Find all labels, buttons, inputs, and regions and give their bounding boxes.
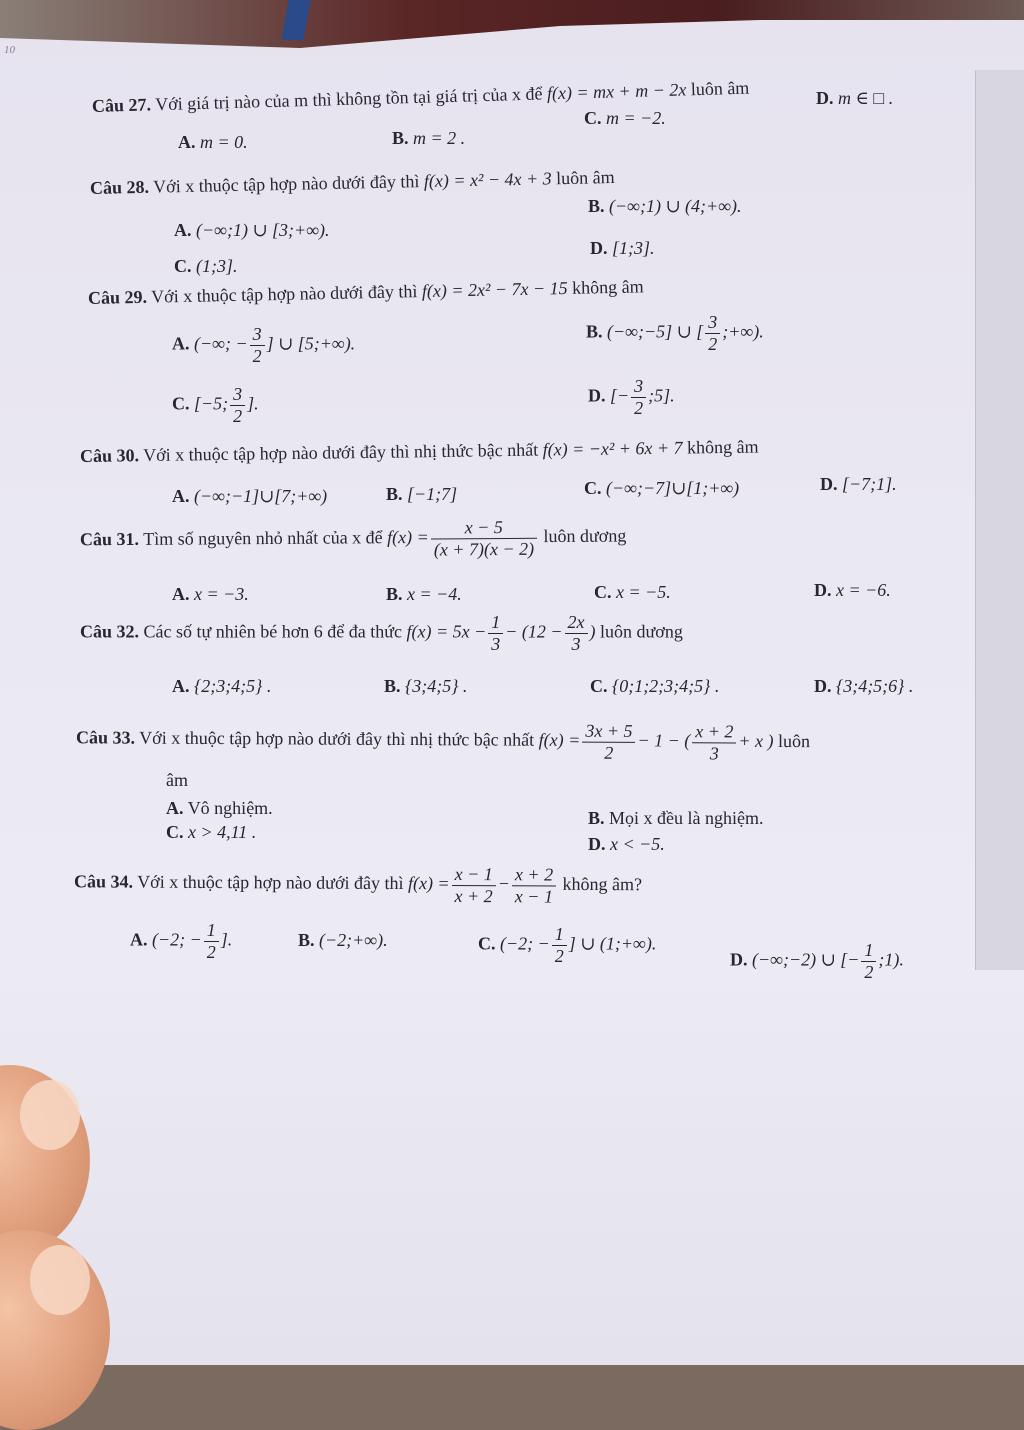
option-c[interactable] bbox=[590, 676, 719, 697]
option-c[interactable] bbox=[166, 822, 256, 843]
fraction bbox=[631, 376, 646, 418]
option-c[interactable] bbox=[174, 256, 238, 277]
question-label: Câu 33. bbox=[75, 727, 136, 748]
question-tail: không âm bbox=[571, 276, 644, 298]
option-letter: B. bbox=[386, 584, 403, 604]
question-text: Với x thuộc tập hợp nào dưới đây thì nhị thức bậc nhất bbox=[143, 439, 539, 466]
option-d[interactable] bbox=[588, 834, 665, 855]
option-d[interactable] bbox=[816, 88, 893, 109]
denominator: (x + 7)(x − 2) bbox=[433, 538, 535, 560]
fraction bbox=[451, 864, 495, 907]
numerator: 3 bbox=[250, 324, 265, 346]
question-tail: luôn bbox=[777, 730, 811, 752]
math-expression: f(x) = 2x² − 7x − 15 bbox=[421, 277, 568, 302]
math-expression: f(x) = 5x − bbox=[406, 621, 487, 642]
option-value: (−∞; − bbox=[194, 333, 248, 354]
option-letter: B. bbox=[298, 930, 315, 950]
option-value: x = −3. bbox=[194, 584, 249, 604]
fraction bbox=[705, 312, 720, 354]
denominator: 2 bbox=[708, 333, 718, 354]
option-value: (−∞;1) ∪ [3;+∞). bbox=[196, 220, 330, 240]
question-text: Các số tự nhiên bé hơn 6 để đa thức bbox=[143, 621, 402, 642]
math-expression: f(x) = bbox=[538, 729, 581, 750]
question-text: Với x thuộc tập hợp nào dưới đây thì bbox=[150, 281, 418, 307]
option-value: x > 4,11 . bbox=[188, 822, 257, 842]
math-expression: f(x) = −x² + 6x + 7 bbox=[542, 437, 683, 460]
option-letter: B. bbox=[392, 128, 409, 148]
option-value: {0;1;2;3;4;5} . bbox=[612, 676, 720, 696]
option-b[interactable] bbox=[298, 930, 388, 951]
option-value: (−∞;−1]∪[7;+∞) bbox=[194, 486, 328, 506]
option-letter: C. bbox=[594, 582, 612, 602]
numerator: 3 bbox=[230, 384, 245, 406]
math-expression: f(x) = bbox=[387, 526, 429, 548]
math-expression: ) bbox=[589, 621, 596, 642]
option-letter: D. bbox=[816, 88, 834, 108]
question-tail: luôn dương bbox=[543, 525, 627, 547]
option-letter: D. bbox=[814, 676, 832, 696]
option-value: (−2; − bbox=[152, 929, 202, 950]
option-a[interactable] bbox=[130, 920, 232, 962]
math-expression: + x ) bbox=[738, 730, 774, 751]
denominator: x + 2 bbox=[454, 885, 493, 906]
question-29-stem bbox=[88, 276, 644, 309]
numerator: 1 bbox=[488, 612, 503, 634]
option-letter: D. bbox=[588, 385, 606, 406]
option-letter: D. bbox=[814, 580, 832, 600]
option-b[interactable] bbox=[586, 312, 764, 354]
option-c[interactable] bbox=[478, 924, 656, 966]
option-a[interactable] bbox=[172, 486, 327, 507]
option-b[interactable] bbox=[392, 128, 465, 149]
option-a[interactable] bbox=[166, 798, 273, 819]
option-letter: A. bbox=[172, 333, 190, 354]
option-value: ;+∞). bbox=[722, 321, 764, 342]
option-value: m = −2. bbox=[606, 108, 666, 128]
denominator: 3 bbox=[709, 743, 719, 764]
option-d[interactable] bbox=[820, 474, 897, 495]
numerator: x + 2 bbox=[692, 721, 736, 743]
numerator: 1 bbox=[861, 940, 876, 962]
option-letter: A. bbox=[172, 584, 190, 604]
option-value: [− bbox=[610, 385, 630, 406]
option-value: ] ∪ [5;+∞). bbox=[266, 333, 356, 354]
option-letter: A. bbox=[166, 798, 184, 818]
option-value: ] ∪ (1;+∞). bbox=[568, 933, 657, 954]
question-label: Câu 34. bbox=[73, 871, 134, 892]
option-letter: C. bbox=[174, 256, 192, 276]
denominator: 2 bbox=[634, 397, 644, 418]
option-letter: B. bbox=[386, 484, 403, 504]
option-a[interactable] bbox=[172, 676, 271, 697]
question-text: Với giá trị nào của m thì không tồn tại giá trị của x để bbox=[154, 83, 543, 115]
option-letter: B. bbox=[586, 321, 603, 342]
option-d[interactable] bbox=[730, 940, 904, 982]
fraction bbox=[204, 920, 219, 962]
option-letter: C. bbox=[590, 676, 608, 696]
option-c[interactable] bbox=[584, 108, 666, 129]
denominator: 2 bbox=[554, 945, 564, 966]
question-tail: không âm? bbox=[562, 873, 643, 895]
question-33-stem bbox=[76, 718, 810, 764]
fingernail bbox=[30, 1245, 90, 1315]
math-expression: − 1 − ( bbox=[637, 730, 691, 751]
option-letter: A. bbox=[172, 676, 190, 696]
option-a[interactable] bbox=[172, 584, 249, 605]
option-letter: B. bbox=[588, 808, 605, 828]
fraction bbox=[431, 517, 538, 560]
denominator: 2 bbox=[604, 742, 614, 763]
margin-handwriting: 10 bbox=[4, 44, 15, 56]
fraction bbox=[692, 721, 736, 764]
option-letter: D. bbox=[590, 238, 608, 258]
option-value: [−5; bbox=[194, 393, 229, 414]
numerator: x − 5 bbox=[431, 517, 537, 539]
option-letter: C. bbox=[584, 108, 602, 128]
option-letter: D. bbox=[588, 834, 606, 854]
option-value: {3;4;5} . bbox=[405, 676, 468, 696]
option-b[interactable] bbox=[384, 676, 467, 697]
option-letter: D. bbox=[730, 949, 748, 970]
option-value: {3;4;5;6} . bbox=[836, 676, 914, 696]
question-tail: luôn dương bbox=[600, 621, 683, 642]
option-letter: A. bbox=[178, 132, 196, 152]
option-letter: D. bbox=[820, 474, 838, 494]
option-value: (−∞;−7]∪[1;+∞) bbox=[606, 478, 740, 498]
option-d[interactable] bbox=[590, 238, 655, 259]
math-expression: f(x) = x² − 4x + 3 bbox=[423, 168, 552, 192]
question-28-stem bbox=[90, 167, 615, 199]
question-label: Câu 27. bbox=[91, 94, 152, 116]
option-d[interactable] bbox=[814, 580, 891, 601]
fraction bbox=[250, 324, 265, 366]
fraction bbox=[230, 384, 245, 426]
math-expression: − bbox=[497, 873, 510, 894]
option-a[interactable] bbox=[172, 324, 355, 366]
option-a[interactable] bbox=[178, 132, 248, 153]
option-b[interactable] bbox=[588, 196, 742, 217]
denominator: 3 bbox=[571, 633, 581, 654]
question-30-stem bbox=[80, 437, 759, 467]
question-34-stem bbox=[74, 862, 642, 907]
fingernail bbox=[20, 1080, 80, 1150]
question-32-stem bbox=[80, 612, 683, 654]
option-d[interactable] bbox=[814, 676, 913, 697]
question-text: Với x thuộc tập hợp nào dưới đây thì nhị thức bậc nhất bbox=[139, 727, 535, 750]
question-tail: không âm bbox=[686, 436, 759, 458]
option-value: {2;3;4;5} . bbox=[194, 676, 272, 696]
denominator: 2 bbox=[864, 961, 874, 982]
option-value: [1;3]. bbox=[612, 238, 655, 258]
fraction bbox=[552, 924, 567, 966]
math-expression: − (12 − bbox=[505, 621, 563, 642]
question-text: Với x thuộc tập hợp nào dưới đây thì bbox=[152, 171, 420, 197]
fraction bbox=[861, 940, 876, 982]
option-value: (−∞;−5] ∪ [ bbox=[607, 321, 704, 342]
question-label: Câu 31. bbox=[79, 528, 140, 550]
question-label: Câu 32. bbox=[80, 621, 140, 642]
option-value: Mọi x đều là nghiệm. bbox=[609, 808, 764, 828]
option-b[interactable] bbox=[588, 808, 764, 829]
denominator: 3 bbox=[491, 633, 501, 654]
option-value: (−2;+∞). bbox=[319, 930, 388, 950]
option-value: ;1). bbox=[878, 949, 904, 970]
numerator: 3x + 5 bbox=[582, 721, 635, 743]
numerator: 3 bbox=[705, 312, 720, 334]
option-value: ]. bbox=[220, 929, 233, 950]
question-label: Câu 29. bbox=[87, 286, 148, 308]
option-value: [−7;1]. bbox=[842, 474, 897, 494]
numerator: x − 1 bbox=[452, 864, 496, 886]
option-value: (1;3]. bbox=[196, 256, 238, 276]
question-tail: luôn âm bbox=[690, 77, 750, 100]
option-value: (−∞;−2) ∪ [− bbox=[752, 949, 860, 970]
option-d[interactable] bbox=[588, 376, 675, 418]
option-c[interactable] bbox=[594, 582, 671, 603]
option-letter: B. bbox=[384, 676, 401, 696]
numerator: x + 2 bbox=[512, 864, 556, 886]
option-letter: C. bbox=[478, 933, 496, 954]
option-c[interactable] bbox=[172, 384, 259, 426]
option-value: x = −4. bbox=[407, 584, 462, 604]
fraction bbox=[488, 612, 503, 654]
fraction bbox=[565, 612, 588, 654]
denominator: x − 1 bbox=[514, 885, 554, 907]
numerator: 1 bbox=[552, 924, 567, 946]
option-letter: C. bbox=[166, 822, 184, 842]
denominator: 2 bbox=[252, 345, 262, 366]
option-value: x = −6. bbox=[836, 580, 891, 600]
math-expression: f(x) = mx + m − 2x bbox=[546, 79, 687, 104]
option-value: m = 2 . bbox=[413, 128, 466, 148]
question-tail: luôn âm bbox=[555, 167, 615, 189]
question-33-tail-continued: âm bbox=[166, 770, 188, 790]
numerator: 3 bbox=[631, 376, 646, 398]
option-letter: A. bbox=[174, 220, 192, 240]
option-value: [−1;7] bbox=[407, 484, 458, 504]
option-letter: C. bbox=[584, 478, 602, 498]
math-expression: f(x) = bbox=[407, 873, 450, 894]
question-text: Với x thuộc tập hợp nào dưới đây thì bbox=[137, 871, 404, 894]
option-value: m ∈ □ . bbox=[838, 88, 894, 108]
option-value: x = −5. bbox=[616, 582, 671, 602]
numerator: 1 bbox=[204, 920, 219, 942]
option-value: ;5]. bbox=[648, 385, 675, 406]
option-letter: A. bbox=[172, 486, 190, 506]
option-value: (−2; − bbox=[500, 933, 550, 954]
option-value: x < −5. bbox=[610, 834, 665, 854]
option-value: (−∞;1) ∪ (4;+∞). bbox=[609, 196, 742, 216]
option-b[interactable] bbox=[386, 484, 457, 505]
question-label: Câu 30. bbox=[79, 445, 140, 466]
numerator: 2x bbox=[565, 612, 588, 634]
question-31-stem bbox=[80, 516, 627, 562]
option-value: m = 0. bbox=[200, 132, 248, 152]
option-c[interactable] bbox=[584, 478, 739, 499]
option-letter: A. bbox=[130, 929, 148, 950]
denominator: 2 bbox=[233, 405, 243, 426]
option-b[interactable] bbox=[386, 584, 462, 605]
option-letter: B. bbox=[588, 196, 605, 216]
question-label: Câu 28. bbox=[89, 176, 150, 198]
question-text: Tìm số nguyên nhỏ nhất của x để bbox=[143, 527, 383, 549]
option-value: ]. bbox=[247, 393, 259, 414]
option-value: Vô nghiệm. bbox=[187, 798, 273, 818]
denominator: 2 bbox=[206, 941, 216, 962]
option-letter: C. bbox=[172, 393, 190, 414]
fraction bbox=[582, 721, 635, 764]
fraction bbox=[512, 864, 556, 907]
option-a[interactable] bbox=[174, 220, 330, 241]
